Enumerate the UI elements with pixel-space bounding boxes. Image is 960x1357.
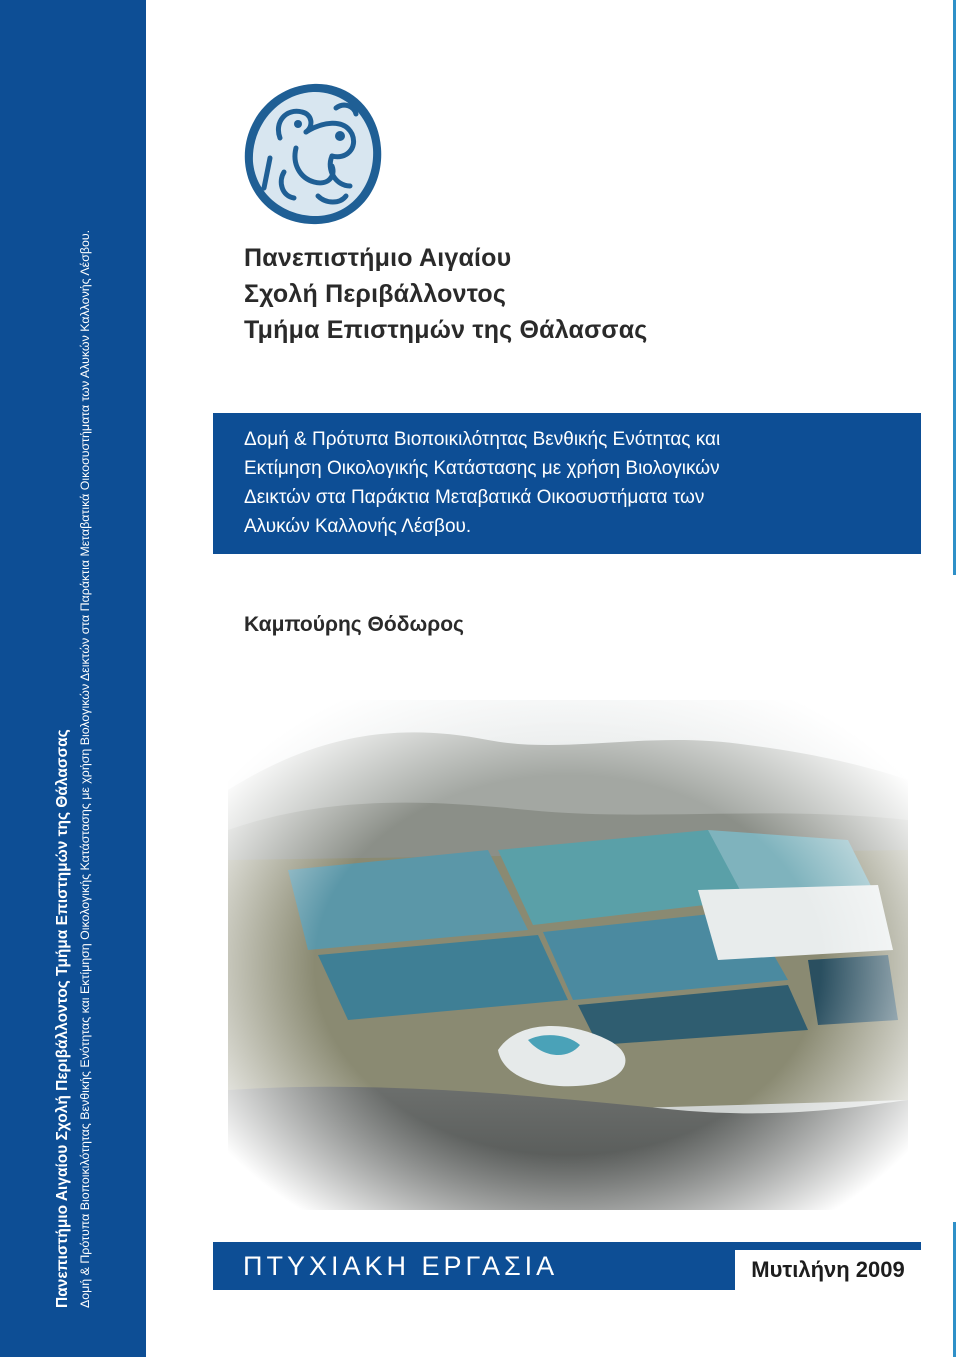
title-line: Δεικτών στα Παράκτια Μεταβατικά Οικοσυστήματα των bbox=[244, 487, 705, 508]
author-name: Καμπούρης Θόδωρος bbox=[244, 613, 464, 636]
book-spine bbox=[0, 0, 146, 1357]
title-line: Δομή & Πρότυπα Βιοποικιλότητας Βενθικής Ενότητας και bbox=[244, 429, 721, 450]
spine-institution: Πανεπιστήμιο Αιγαίου Σχολή Περιβάλλοντος Τμήμα Επιστημών της Θάλασσας bbox=[54, 729, 71, 1308]
spine-title: Δομή & Πρότυπα Βιοποικιλότητας Βενθικής Ενότητας και Εκτίμηση Οικολογικής Κατάστασης με χρήση Βιολογικών Δεικτών στα Παράκτια Μεταβατικά Οικοσυστήματα των Αλυκών Καλλονής Λέσβου. bbox=[78, 229, 92, 1308]
title-line: Αλυκών Καλλονής Λέσβου. bbox=[244, 516, 472, 537]
university-name: Πανεπιστήμιο Αιγαίου bbox=[244, 244, 512, 272]
right-accent-rule-bottom bbox=[953, 1222, 956, 1357]
thesis-label: ΠΤΥΧΙΑΚΗ ΕΡΓΑΣΙΑ bbox=[243, 1251, 559, 1281]
salt-pans-aerial-photo bbox=[228, 700, 908, 1210]
thesis-title-box bbox=[213, 413, 921, 554]
institution-block bbox=[244, 240, 647, 348]
place-year: Μυτιλήνη 2009 bbox=[735, 1250, 921, 1290]
thesis-title bbox=[244, 425, 901, 541]
university-seal-icon bbox=[240, 78, 386, 228]
footer-bar bbox=[213, 1242, 921, 1290]
right-accent-rule bbox=[953, 0, 956, 575]
title-line: Εκτίμηση Οικολογικής Κατάστασης με χρήση Βιολογικών bbox=[244, 458, 720, 479]
school-name: Σχολή Περιβάλλοντος bbox=[244, 280, 507, 308]
department-name: Τμήμα Επιστημών της Θάλασσας bbox=[244, 316, 648, 344]
spine-text bbox=[28, 18, 118, 1308]
